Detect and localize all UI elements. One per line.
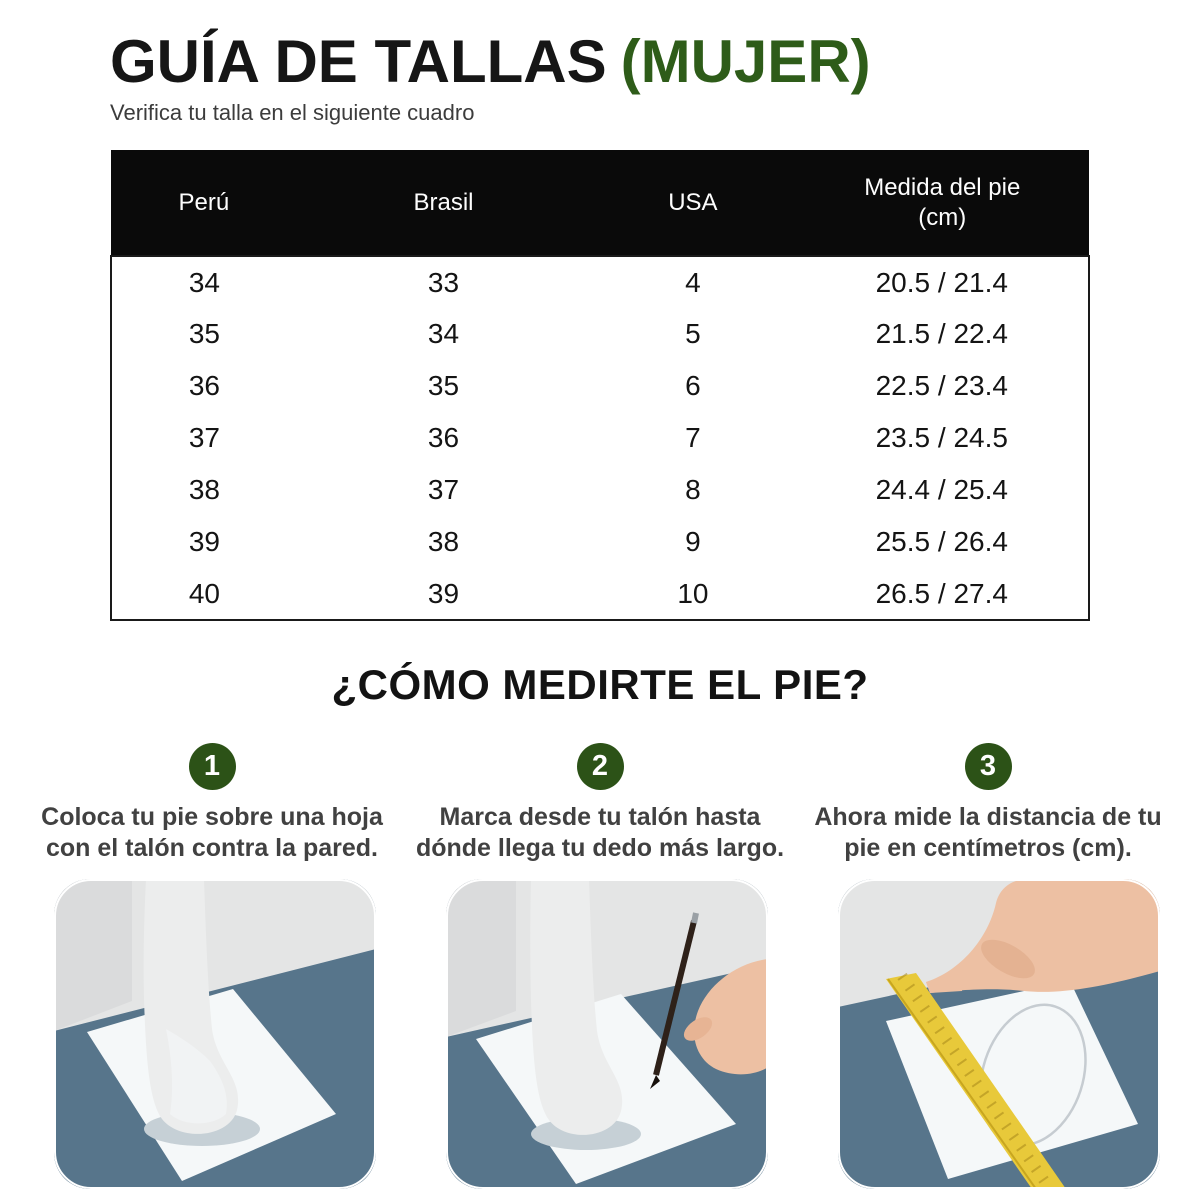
howto-section-title: ¿CÓMO MEDIRTE EL PIE? (331, 661, 869, 708)
size-table-cell: 34 (111, 256, 297, 308)
size-table-cell: 25.5 / 26.4 (796, 516, 1089, 568)
step-3-text: Ahora mide la distancia de tu pie en centímetros (cm). (814, 803, 1162, 862)
column-header-label: Brasil (413, 188, 474, 216)
step-2-text: Marca desde tu talón hasta dónde llega tu dedo más largo. (415, 803, 785, 862)
size-table-header-row (111, 150, 1089, 256)
wall-corner (446, 879, 516, 1037)
size-table-cell: 34 (297, 308, 590, 360)
size-table-cell: 39 (111, 516, 297, 568)
size-table-cell: 38 (297, 516, 590, 568)
size-table-cell: 9 (590, 516, 795, 568)
size-table-cell: 6 (590, 360, 795, 412)
size-table-cell: 35 (297, 360, 590, 412)
size-table-row (111, 464, 1089, 516)
size-table-cell: 7 (590, 412, 795, 464)
size-table-row (111, 360, 1089, 412)
size-table-cell: 26.5 / 27.4 (796, 568, 1089, 620)
page-title-main: GUÍA DE TALLAS (110, 28, 607, 95)
size-table-container (110, 150, 1090, 621)
step-3 (794, 743, 1182, 863)
step-2-number-badge: 2 (577, 743, 624, 790)
page-title (110, 28, 1200, 95)
column-header-usa (590, 150, 795, 256)
header (0, 0, 1200, 126)
size-table-head (111, 150, 1089, 256)
size-table-cell: 35 (111, 308, 297, 360)
size-table-cell: 8 (590, 464, 795, 516)
size-table-cell: 5 (590, 308, 795, 360)
step-2-photo-pencil-marking (446, 879, 768, 1189)
size-table-row (111, 412, 1089, 464)
size-table-row (111, 308, 1089, 360)
size-table-cell: 24.4 / 25.4 (796, 464, 1089, 516)
column-header-foot-measure (796, 150, 1089, 256)
step-1-photo-foot-on-paper (54, 879, 376, 1189)
size-table-row (111, 568, 1089, 620)
step-3-photo-tape-measuring (838, 879, 1160, 1189)
page-title-accent: (MUJER) (620, 28, 871, 95)
size-table-row (111, 516, 1089, 568)
page-subtitle: Verifica tu talla en el siguiente cuadro (110, 100, 475, 125)
size-table-cell: 22.5 / 23.4 (796, 360, 1089, 412)
size-table (110, 150, 1090, 621)
size-table-cell: 23.5 / 24.5 (796, 412, 1089, 464)
size-table-cell: 36 (297, 412, 590, 464)
size-table-cell: 21.5 / 22.4 (796, 308, 1089, 360)
pencil-eraser (694, 913, 696, 923)
size-table-cell: 39 (297, 568, 590, 620)
size-table-cell: 38 (111, 464, 297, 516)
column-header-label: Medida del pie (cm) (864, 173, 1021, 231)
howto-steps (0, 743, 1200, 863)
size-table-cell: 33 (297, 256, 590, 308)
column-header-label: Perú (178, 188, 230, 216)
size-table-body (111, 256, 1089, 620)
step-1-number-badge: 1 (189, 743, 236, 790)
step-3-number-badge: 3 (965, 743, 1012, 790)
size-table-cell: 37 (111, 412, 297, 464)
howto-photos (0, 879, 1200, 1189)
step-1-text: Coloca tu pie sobre una hoja con el talón contra la pared. (41, 803, 383, 862)
size-table-cell: 40 (111, 568, 297, 620)
size-table-cell: 36 (111, 360, 297, 412)
column-header-peru (111, 150, 297, 256)
size-table-cell: 10 (590, 568, 795, 620)
size-table-cell: 37 (297, 464, 590, 516)
column-header-label: USA (668, 188, 718, 216)
size-table-cell: 4 (590, 256, 795, 308)
step-1 (18, 743, 406, 863)
size-table-row (111, 256, 1089, 308)
step-2 (406, 743, 794, 863)
size-table-cell: 20.5 / 21.4 (796, 256, 1089, 308)
column-header-brasil (297, 150, 590, 256)
